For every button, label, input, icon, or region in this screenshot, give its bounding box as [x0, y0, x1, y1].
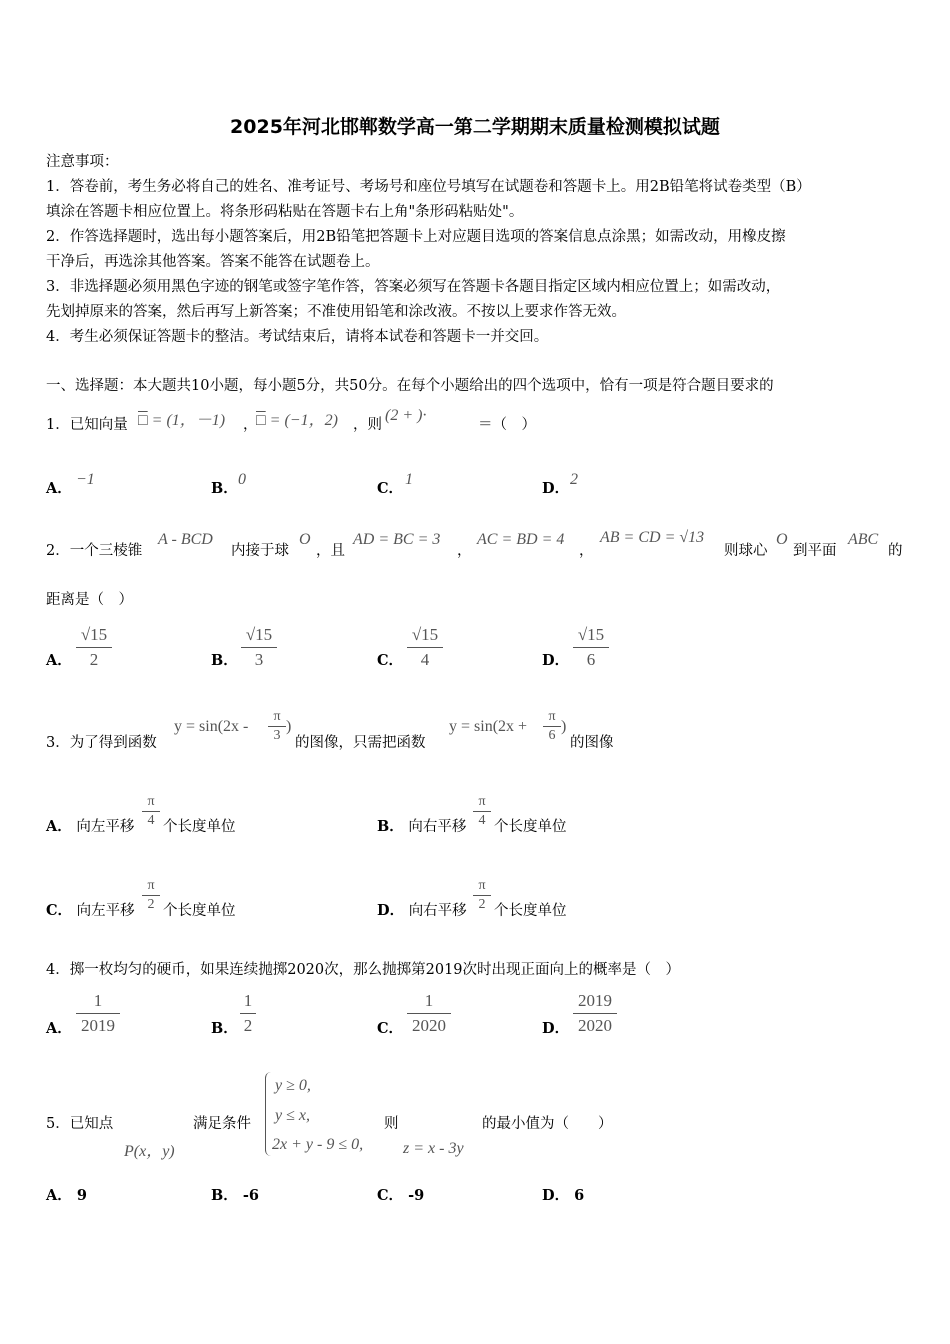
- option-fraction: [76, 624, 112, 671]
- notice-line-2a: 2．作答选择题时，选出每小题答案后，用2B铅笔把答题卡上对应题目选项的答案信息点涂黑；如需改动，用橡皮擦: [46, 229, 786, 245]
- option-label: C．: [377, 1187, 404, 1204]
- numerator: √15: [245, 625, 273, 644]
- vector-a-value: = (1，－1): [151, 412, 226, 429]
- numerator: π: [478, 878, 486, 893]
- option-c: [46, 899, 135, 920]
- denominator: 4: [420, 650, 430, 669]
- option-label: A．: [46, 1020, 72, 1037]
- numerator: √15: [577, 625, 605, 644]
- denominator: 2020: [578, 1016, 612, 1035]
- question-number: 1．: [46, 417, 70, 433]
- question-4: [46, 958, 680, 979]
- option-suffix: 个长度单位: [163, 819, 236, 835]
- constraint-1: y ≥ 0,: [275, 1077, 311, 1094]
- denominator: 4: [147, 813, 155, 828]
- numerator: π: [273, 709, 281, 724]
- notice-line-3b: 先划掉原来的答案，然后再写上新答案；不准使用铅笔和涂改液。不按以上要求作答无效。: [46, 304, 626, 320]
- numerator: 1: [243, 991, 253, 1010]
- objective-z: z = x - 3y: [403, 1140, 464, 1157]
- question-text: 则球心: [724, 543, 768, 559]
- option-fraction: [473, 878, 491, 913]
- option-value: 2: [570, 471, 578, 488]
- numerator: π: [147, 878, 155, 893]
- question-text: 的最小值为（ ）: [482, 1116, 613, 1132]
- condition-3: AB = CD = √13: [600, 529, 705, 546]
- option-a: [46, 815, 134, 836]
- option-direction: 向左平移: [76, 903, 135, 919]
- question-number: 2．: [46, 543, 70, 559]
- denominator: 6: [586, 650, 596, 669]
- option-fraction: [407, 624, 443, 671]
- question-text: 满足条件: [193, 1116, 251, 1132]
- constraint-2: y ≤ x,: [275, 1107, 310, 1124]
- option-fraction: [573, 624, 609, 671]
- option-direction: 向左平移: [76, 819, 135, 835]
- option-label: D．: [542, 1020, 570, 1037]
- question-5: [46, 1112, 113, 1133]
- option-label: A．: [46, 1187, 72, 1204]
- function-1: y = sin(2x -: [174, 718, 249, 735]
- option-label: D．: [377, 902, 405, 919]
- option-b: [377, 815, 466, 836]
- option-label: C．: [377, 480, 404, 497]
- option-value: -6: [242, 1187, 259, 1204]
- option-fraction: [473, 794, 491, 829]
- option-value: −1: [76, 471, 95, 488]
- option-suffix: 个长度单位: [494, 819, 567, 835]
- question-2: [46, 539, 142, 560]
- question-text: 为了得到函数: [69, 735, 157, 751]
- question-text: 已知向量: [69, 417, 128, 433]
- constraint-brace: [265, 1072, 272, 1156]
- option-label: C．: [377, 652, 404, 669]
- option-label: A．: [46, 480, 72, 497]
- vector-b-value: = (−1，2): [269, 412, 338, 429]
- option-value: 9: [76, 1187, 87, 1204]
- question-3: [46, 731, 157, 752]
- answer-paren: ＝（ ）: [478, 417, 536, 433]
- question-text: 距离是（ ）: [46, 592, 133, 608]
- numerator: √15: [80, 625, 108, 644]
- option-d: [542, 1184, 584, 1205]
- numerator: π: [147, 794, 155, 809]
- option-label: A．: [46, 652, 72, 669]
- option-label: D．: [542, 1187, 570, 1204]
- question-text: 内接于球: [231, 543, 289, 559]
- denominator: 2: [147, 897, 155, 912]
- comma: ，: [579, 543, 594, 559]
- question-text-2: ，则: [353, 417, 382, 433]
- option-b: [211, 1184, 259, 1205]
- option-label: B．: [377, 818, 404, 835]
- option-c: [377, 1184, 424, 1205]
- dot-product-expr: (2 + )·: [385, 407, 427, 424]
- notice-line-2b: 干净后，再选涂其他答案。答案不能答在试题卷上。: [46, 254, 380, 270]
- denominator: 2: [89, 650, 99, 669]
- option-value: -9: [408, 1187, 425, 1204]
- numerator: π: [478, 794, 486, 809]
- notice-heading: 注意事项：: [46, 154, 119, 170]
- function-2: y = sin(2x +: [449, 718, 528, 735]
- option-fraction: [142, 794, 160, 829]
- question-text: 已知点: [69, 1116, 114, 1132]
- question-text: 的: [888, 543, 903, 559]
- question-text: 一个三棱锥: [69, 543, 143, 559]
- condition-2: AC = BD = 4: [477, 531, 565, 548]
- question-text: 掷一枚均匀的硬币，如果连续抛掷2020次，那么抛掷第2019次时出现正面向上的概率是（ ）: [69, 962, 681, 978]
- function-2-close: ): [561, 718, 567, 735]
- question-number: 4．: [46, 962, 70, 978]
- option-label: A．: [46, 818, 72, 835]
- numerator: √15: [411, 625, 439, 644]
- option-value: 0: [238, 471, 246, 488]
- question-text: 则: [384, 1116, 399, 1132]
- question-number: 3．: [46, 735, 70, 751]
- page-title: 2025年河北邯郸数学高一第二学期期末质量检测模拟试题: [230, 116, 720, 138]
- option-d: [377, 899, 467, 920]
- denominator: 2020: [412, 1016, 446, 1035]
- constraint-3: 2x + y - 9 ≤ 0,: [272, 1136, 364, 1153]
- option-label: B．: [211, 480, 238, 497]
- plane-abc: ABC: [848, 531, 879, 548]
- condition-1: AD = BC = 3: [353, 531, 441, 548]
- function-1-close: ): [286, 718, 292, 735]
- option-direction: 向右平移: [408, 903, 467, 919]
- denominator: 3: [273, 728, 281, 743]
- option-a: [46, 1184, 87, 1205]
- option-label: C．: [377, 1020, 404, 1037]
- function-2-fraction: [543, 709, 561, 744]
- option-fraction: [240, 990, 256, 1037]
- option-label: B．: [211, 1020, 238, 1037]
- option-fraction: [76, 990, 120, 1037]
- denominator: 3: [254, 650, 264, 669]
- notice-line-1b: 填涂在答题卡相应位置上。将条形码粘贴在答题卡右上角"条形码粘贴处"。: [46, 204, 524, 220]
- notice-line-4: 4．考生必须保证答题卡的整洁。考试结束后，请将本试卷和答题卡一并交回。: [46, 329, 549, 345]
- numerator: 2019: [578, 991, 612, 1010]
- denominator: 6: [548, 728, 556, 743]
- comma: ，: [457, 543, 472, 559]
- numerator: 1: [93, 991, 103, 1010]
- numerator: π: [548, 709, 556, 724]
- point-p: P(x，y): [124, 1143, 175, 1160]
- question-1: [46, 413, 128, 434]
- option-fraction: [142, 878, 160, 913]
- separator: ，: [243, 417, 258, 433]
- vector-b-expr: □ = (−1，2): [256, 412, 338, 429]
- option-label: D．: [542, 480, 570, 497]
- question-text: 的图像，只需把函数: [295, 735, 426, 751]
- option-direction: 向右平移: [408, 819, 467, 835]
- option-label: B．: [211, 652, 238, 669]
- question-text: 到平面: [793, 543, 837, 559]
- sphere-o: O: [299, 531, 311, 548]
- option-fraction: [573, 990, 617, 1037]
- denominator: 2019: [81, 1016, 115, 1035]
- question-text: 的图像: [570, 735, 614, 751]
- tetrahedron-expr: A - BCD: [158, 531, 213, 548]
- denominator: 2: [478, 897, 486, 912]
- notice-line-3a: 3．非选择题必须用黑色字迹的钢笔或签字笔作答，答案必须写在答题卡各题目指定区域内相应位置上；如需改动，: [46, 279, 781, 295]
- option-label: D．: [542, 652, 570, 669]
- option-fraction: [407, 990, 451, 1037]
- function-1-fraction: [268, 709, 286, 744]
- denominator: 4: [478, 813, 486, 828]
- numerator: 1: [424, 991, 434, 1010]
- option-suffix: 个长度单位: [494, 903, 567, 919]
- question-text: ，且: [316, 543, 345, 559]
- option-value: 1: [405, 471, 413, 488]
- denominator: 2: [243, 1016, 253, 1035]
- option-value: 6: [574, 1187, 585, 1204]
- option-label: C．: [46, 902, 73, 919]
- option-label: B．: [211, 1187, 238, 1204]
- notice-line-1a: 1．答卷前，考生务必将自己的姓名、准考证号、考场号和座位号填写在试题卷和答题卡上。用2B铅笔将试卷类型（B）: [46, 179, 811, 195]
- option-suffix: 个长度单位: [163, 903, 236, 919]
- section-heading: 一、选择题：本大题共10小题，每小题5分，共50分。在每个小题给出的四个选项中，恰有一项是符合题目要求的: [46, 378, 774, 394]
- vector-a-expr: □ = (1，－1): [138, 412, 226, 429]
- option-fraction: [241, 624, 277, 671]
- question-number: 5．: [46, 1116, 70, 1132]
- center-o: O: [776, 531, 788, 548]
